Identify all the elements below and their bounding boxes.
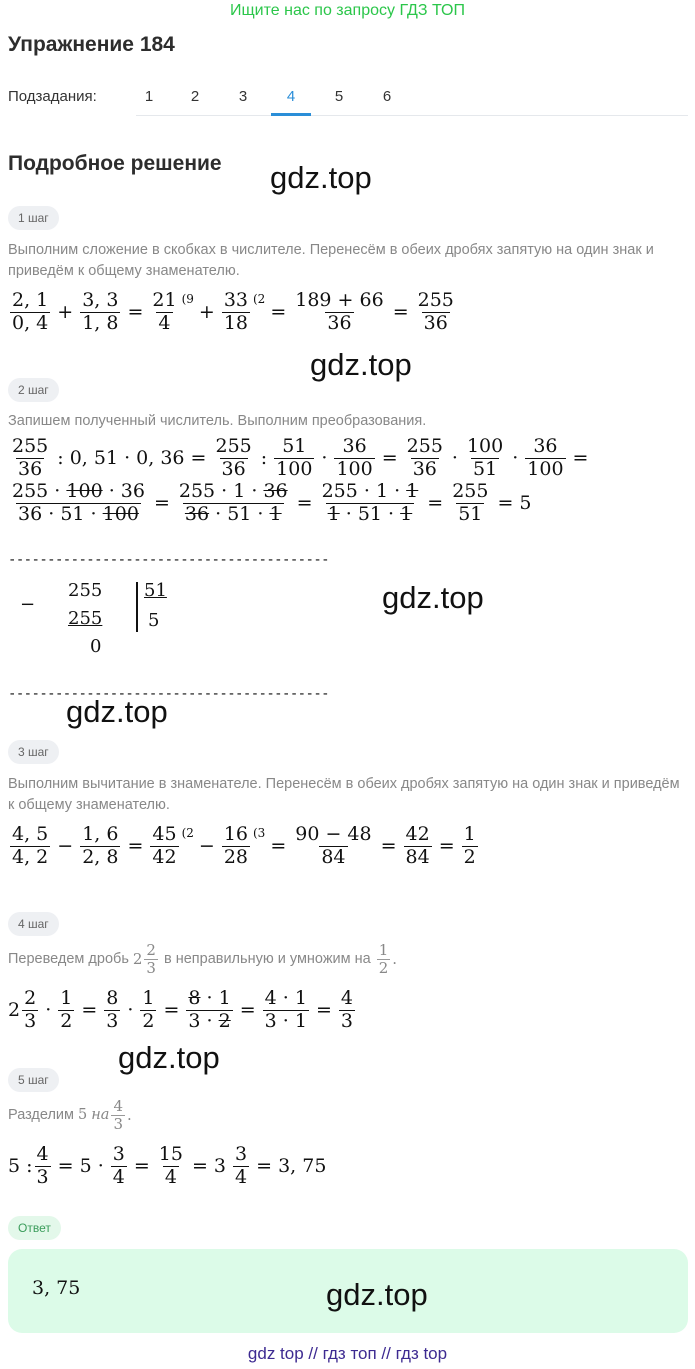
- tab-subtask-1[interactable]: 1: [144, 88, 154, 105]
- watermark: gdz.top: [326, 1277, 428, 1312]
- step-5-formula: 5 : $\frac{4}{3}$ = 5 · $\frac{3}{4}$ = $\frac{15}{4}$ = 3 $\frac{3}{4}$ = 3, 75: [8, 1143, 327, 1188]
- step-badge-1: 1 шаг: [8, 206, 59, 230]
- step-badge-5: 5 шаг: [8, 1068, 59, 1092]
- tab-subtask-5[interactable]: 5: [334, 88, 344, 105]
- watermark: gdz.top: [382, 580, 484, 615]
- watermark: gdz.top: [118, 1040, 220, 1075]
- step-2-formula-line-1: $\frac{255}{36}$ : 0, 51 · 0, 36 = $\frac{255}{36}$ : $\frac{51}{100}$ · $\frac{36}{100}$ = $\frac{255}{36}$ · $\frac{100}{51}$ · $\frac{36}{100}$ =: [12, 435, 589, 480]
- tab-subtask-3[interactable]: 3: [238, 88, 248, 105]
- page-title: Упражнение 184: [8, 33, 175, 56]
- long-division: − 255 255 0 51 5: [20, 580, 167, 657]
- step-badge-3: 3 шаг: [8, 740, 59, 764]
- step-1-text: Выполним сложение в скобках в числителе. Перенесём в обеих дробях запятую на один знак и приведём к общему знаменателю.: [8, 242, 654, 279]
- step-3-formula: $\frac{4, 5}{4, 2}$ − $\frac{1, 6}{2, 8}$ = $\frac{45}{42}$ (2 − $\frac{16}{28}$ (3 = $\frac{90 - 48}{84}$ = $\frac{42}{84}$ = $\frac{1}{2}$: [12, 823, 476, 868]
- tab-subtask-4[interactable]: 4: [286, 88, 296, 105]
- watermark: gdz.top: [310, 347, 412, 382]
- step-3-text: Выполним вычитание в знаменателе. Перенесём в обеих дробях запятую на один знак и приведём к общему знаменателю.: [8, 776, 680, 813]
- answer-value: 3, 75: [32, 1277, 81, 1299]
- step-2-text: Запишем полученный числитель. Выполним преобразования.: [8, 413, 427, 429]
- tabs-divider: [136, 115, 688, 116]
- watermark: gdz.top: [270, 160, 372, 195]
- answer-badge: Ответ: [8, 1216, 61, 1240]
- watermark: gdz.top: [66, 694, 168, 729]
- divider-dashes: -----------------------------------------: [8, 552, 329, 568]
- active-tab-indicator: [271, 113, 311, 116]
- step-2-formula-line-2: $\frac{255 \cdot 100 \cdot 36}{36 \cdot 51 \cdot 100}$ = $\frac{255 \cdot 1 \cdot 36}{36 \cdot 51 \cdot 1}$ = $\frac{255 \cdot 1 \cdot 1}{1 \cdot 51 \cdot 1}$ = $\frac{255}{51}$ = 5: [12, 480, 532, 525]
- footer-links[interactable]: gdz top // гдз топ // гдз top: [247, 1344, 448, 1363]
- divider-dashes: -----------------------------------------: [8, 686, 329, 702]
- step-badge-2: 2 шаг: [8, 378, 59, 402]
- subtasks-label: Подзадания:: [8, 88, 97, 105]
- tab-subtask-2[interactable]: 2: [190, 88, 200, 105]
- step-4-text: Переведем дробь 2 $\frac{2}{3}$ в неправильную и умножим на $\frac{1}{2}$ .: [8, 941, 398, 978]
- step-4-formula: 2 $\frac{2}{3}$ · $\frac{1}{2}$ = $\frac{8}{3}$ · $\frac{1}{2}$ = $\frac{8 \cdot 1}{3 \cdot 2}$ = $\frac{4 \cdot 1}{3 \cdot 1}$ = $\frac{4}{3}$: [8, 987, 353, 1032]
- step-badge-4: 4 шаг: [8, 912, 59, 936]
- promo-banner: Ищите нас по запросу ГДЗ ТОП: [230, 2, 465, 19]
- solution-title: Подробное решение: [8, 152, 222, 175]
- step-5-text: Разделим 5 на $\frac{4}{3}$ .: [8, 1097, 132, 1134]
- step-1-formula: $\frac{2, 1}{0, 4}$ + $\frac{3, 3}{1, 8}$ = $\frac{21}{4}$ (9 + $\frac{33}{18}$ (2 = $\frac{189 + 66}{36}$ = $\frac{255}{36}$: [12, 289, 454, 334]
- tab-subtask-6[interactable]: 6: [382, 88, 392, 105]
- subtasks-nav: [8, 84, 688, 116]
- answer-box: [8, 1249, 688, 1333]
